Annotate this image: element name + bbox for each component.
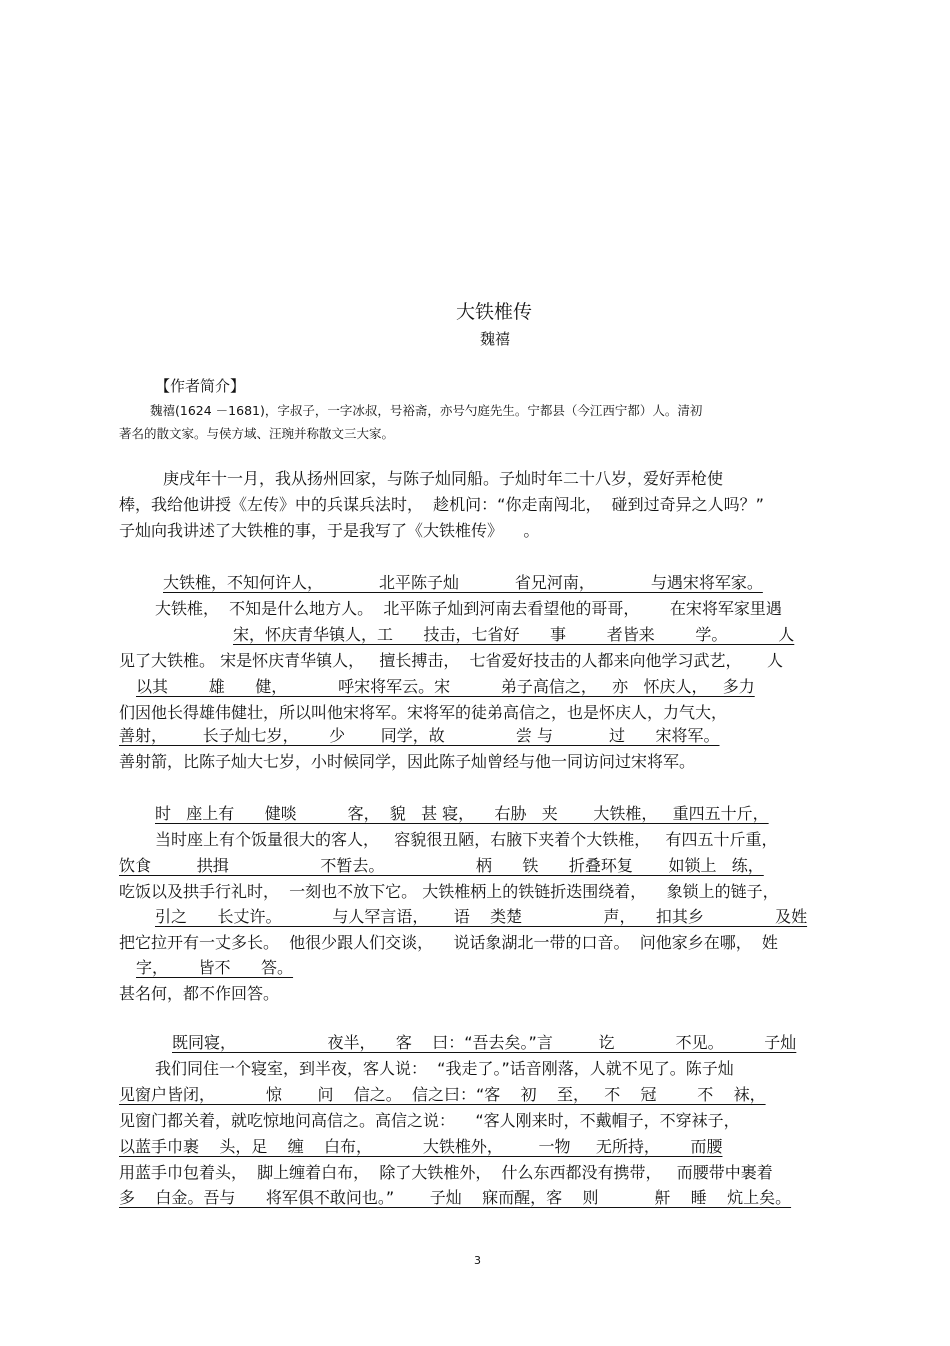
translation-line: 大铁椎， 不知是什么地方人。 北平陈子灿到河南去看望他的哥哥， 在宋将军家里遇	[155, 599, 782, 618]
translation-line: 当时座上有个饭量很大的客人， 容貌很丑陋，右腋下夹着个大铁椎， 有四五十斤重，	[155, 830, 778, 849]
preface-line: 子灿向我讲述了大铁椎的事，于是我写了《大铁椎传》 。	[119, 521, 540, 540]
translation-line: 善射箭，比陈子灿大七岁，小时候同学，因此陈子灿曾经与他一同访问过宋将军。	[119, 752, 696, 771]
translation-line: 甚名何，都不作回答。	[119, 984, 280, 1003]
translation-line: 用蓝手巾包着头， 脚上缠着白布， 除了大铁椎外， 什么东西都没有携带， 而腰带中裹着	[119, 1163, 773, 1182]
article-author: 魏禧	[480, 330, 511, 348]
original-text-line: 字， 皆不 答。	[136, 958, 294, 977]
original-text-line: 时 座上有 健啖 客， 貌 甚 寝， 右胁 夹 大铁椎， 重四五十斤，	[155, 804, 769, 823]
original-text-line: 引之 长丈许。 与人罕言语， 语 类楚 声， 扣其乡 及姓	[155, 907, 808, 926]
original-text-line: 以蓝手巾裹 头，足 缠 白布， 大铁椎外， 一物 无所持， 而腰	[119, 1137, 723, 1156]
original-text-line: 既同寝， 夜半， 客 曰：“吾去矣。”言 讫 不见。 子灿	[172, 1033, 797, 1052]
page-number: 3	[474, 1254, 481, 1267]
preface-line: 棒，我给他讲授《左传》中的兵谋兵法时， 趁机问：“你走南闯北， 碰到过奇异之人吗？”	[119, 495, 764, 514]
translation-line: 们因他长得雄伟健壮，所以叫他宋将军。宋将军的徒弟高信之，也是怀庆人，力气大，	[119, 703, 728, 722]
original-text-line: 见窗户皆闭， 惊 问 信之。 信之曰：“客 初 至， 不 冠 不 袜，	[119, 1085, 766, 1104]
original-text-line: 大铁椎，不知何许人， 北平陈子灿 省兄河南， 与遇宋将军家。	[163, 573, 763, 592]
original-text-line: 饮食 拱揖 不暂去。 柄 铁 折叠环复 如锁上 练，	[119, 856, 764, 875]
bio-line: 魏禧(1624 －1681)，字叔子，一字冰叔，号裕斋，亦号勺庭先生。宁都县（今江西宁都）人。清初	[150, 403, 703, 418]
translation-line: 把它拉开有一丈多长。 他很少跟人们交谈， 说话象湖北一带的口音。 问他家乡在哪， 姓	[119, 933, 778, 952]
preface-line: 庚戌年十一月，我从扬州回家，与陈子灿同船。子灿时年二十八岁，爱好弄枪使	[163, 469, 724, 488]
translation-line: 见窗门都关着，就吃惊地问高信之。高信之说： “客人刚来时，不戴帽子，不穿袜子，	[119, 1111, 740, 1130]
translation-line: 见了大铁椎。 宋是怀庆青华镇人， 擅长搏击， 七省爱好技击的人都来向他学习武艺， 人	[119, 651, 783, 670]
original-text-line: 宋，怀庆青华镇人，工 技击，七省好 事 者皆来 学。 人	[233, 625, 795, 644]
original-text-line: 以其 雄 健， 呼宋将军云。宋 弟子高信之， 亦 怀庆人， 多力	[136, 677, 755, 696]
translation-line: 吃饭以及拱手行礼时， 一刻也不放下它。 大铁椎柄上的铁链折迭围绕着， 象锁上的链子，	[119, 882, 779, 901]
original-text-line: 多 白金。吾与 将军俱不敢问也。” 子灿 寐而醒，客 则 鼾 睡 炕上矣。	[119, 1188, 792, 1207]
translation-line: 我们同住一个寝室，到半夜，客人说： “我走了。”话音刚落，人就不见了。陈子灿	[155, 1059, 734, 1078]
bio-line: 著名的散文家。与侯方域、汪琬并称散文三大家。	[119, 426, 395, 441]
article-title: 大铁椎传	[456, 301, 533, 323]
original-text-line: 善射， 长子灿七岁， 少 同学，故 尝 与 过 宋将军。	[119, 726, 720, 745]
bio-heading: 【作者简介】	[155, 377, 246, 395]
